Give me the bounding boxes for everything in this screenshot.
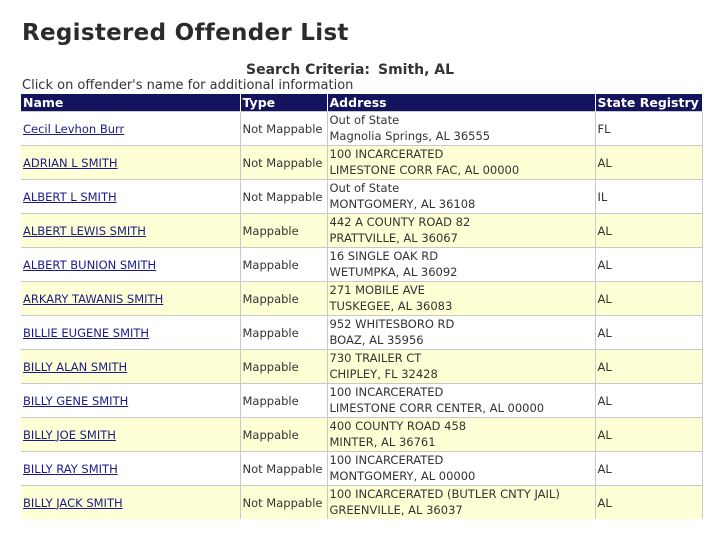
offender-name-cell	[21, 384, 240, 418]
offender-address	[327, 316, 595, 350]
table-row	[21, 180, 702, 214]
offender-name-cell	[21, 350, 240, 384]
offender-type: Not Mappable	[240, 452, 327, 486]
offender-name-cell	[21, 418, 240, 452]
offender-type: Mappable	[240, 316, 327, 350]
table-row	[21, 282, 702, 316]
offender-name-cell	[21, 180, 240, 214]
address-line-2: Magnolia Springs, AL 36555	[329, 129, 491, 143]
offender-address	[327, 112, 595, 146]
offender-name-cell	[21, 486, 240, 520]
table-row	[21, 112, 702, 146]
address-line-1: Out of State	[329, 113, 400, 127]
offender-name-cell	[21, 316, 240, 350]
state-registry: AL	[595, 248, 702, 282]
offender-type: Not Mappable	[240, 486, 327, 520]
offender-type: Not Mappable	[240, 112, 327, 146]
offender-name-link[interactable]: ADRIAN L SMITH	[23, 155, 118, 170]
offender-address	[327, 350, 595, 384]
address-line-1: 100 INCARCERATED	[329, 147, 444, 161]
address-line-1: 271 MOBILE AVE	[329, 283, 425, 297]
address-line-1: 16 SINGLE OAK RD	[329, 249, 439, 263]
address-line-2: CHIPLEY, FL 32428	[329, 367, 438, 381]
offender-type: Mappable	[240, 418, 327, 452]
offender-name-link[interactable]: BILLIE EUGENE SMITH	[23, 325, 150, 340]
table-row	[21, 248, 702, 282]
address-line-1: 100 INCARCERATED (BUTLER CNTY JAIL)	[329, 487, 560, 501]
table-row	[21, 316, 702, 350]
offender-name-cell	[21, 146, 240, 180]
page-title: Registered Offender List	[22, 20, 349, 46]
offender-type: Mappable	[240, 214, 327, 248]
offender-name-link[interactable]: BILLY ALAN SMITH	[23, 359, 128, 374]
search-criteria	[246, 62, 454, 78]
address-line-2: MONTGOMERY, AL 00000	[329, 469, 476, 483]
table-row	[21, 384, 702, 418]
offender-address	[327, 452, 595, 486]
instructions-text: Click on offender's name for additional information	[22, 78, 354, 93]
address-line-2: LIMESTONE CORR CENTER, AL 00000	[329, 401, 545, 415]
address-line-1: Out of State	[329, 181, 400, 195]
offender-address	[327, 282, 595, 316]
offender-address	[327, 248, 595, 282]
column-header-type: Type	[240, 94, 327, 112]
address-line-2: LIMESTONE CORR FAC, AL 00000	[329, 163, 520, 177]
offender-address	[327, 214, 595, 248]
offender-name-link[interactable]: BILLY GENE SMITH	[23, 393, 129, 408]
offender-address	[327, 146, 595, 180]
address-line-2: TUSKEGEE, AL 36083	[329, 299, 453, 313]
offender-type: Mappable	[240, 350, 327, 384]
address-line-1: 400 COUNTY ROAD 458	[329, 419, 467, 433]
offender-type: Mappable	[240, 282, 327, 316]
state-registry: AL	[595, 214, 702, 248]
column-header-state-registry: State Registry	[595, 94, 702, 112]
offender-type: Not Mappable	[240, 146, 327, 180]
address-line-1: 442 A COUNTY ROAD 82	[329, 215, 471, 229]
offender-name-cell	[21, 112, 240, 146]
table-row	[21, 452, 702, 486]
state-registry: AL	[595, 452, 702, 486]
state-registry: AL	[595, 486, 702, 520]
offender-address	[327, 180, 595, 214]
address-line-2: MINTER, AL 36761	[329, 435, 436, 449]
offender-address	[327, 486, 595, 520]
table-row	[21, 486, 702, 520]
offender-address	[327, 384, 595, 418]
table-row	[21, 146, 702, 180]
column-header-address: Address	[327, 94, 595, 112]
offender-type: Not Mappable	[240, 180, 327, 214]
offender-name-link[interactable]: ALBERT LEWIS SMITH	[23, 223, 146, 238]
state-registry: AL	[595, 418, 702, 452]
table-row	[21, 214, 702, 248]
state-registry: AL	[595, 282, 702, 316]
offender-name-link[interactable]: ARKARY TAWANIS SMITH	[23, 291, 164, 306]
offender-name-link[interactable]: Cecil Levhon Burr	[23, 121, 125, 136]
address-line-1: 100 INCARCERATED	[329, 453, 444, 467]
offender-table	[21, 94, 703, 519]
search-criteria-value: Smith, AL	[377, 62, 455, 78]
column-header-name: Name	[21, 94, 240, 112]
address-line-2: BOAZ, AL 35956	[329, 333, 424, 347]
state-registry: FL	[595, 112, 702, 146]
address-line-2: MONTGOMERY, AL 36108	[329, 197, 476, 211]
offender-name-link[interactable]: BILLY RAY SMITH	[23, 461, 118, 476]
state-registry: AL	[595, 384, 702, 418]
offender-name-cell	[21, 452, 240, 486]
table-header-row	[21, 94, 702, 112]
address-line-1: 100 INCARCERATED	[329, 385, 444, 399]
offender-name-link[interactable]: ALBERT BUNION SMITH	[23, 257, 157, 272]
offender-name-cell	[21, 248, 240, 282]
state-registry: IL	[595, 180, 702, 214]
table-row	[21, 418, 702, 452]
offender-name-cell	[21, 214, 240, 248]
address-line-2: WETUMPKA, AL 36092	[329, 265, 458, 279]
offender-name-link[interactable]: ALBERT L SMITH	[23, 189, 117, 204]
address-line-1: 952 WHITESBORO RD	[329, 317, 455, 331]
state-registry: AL	[595, 316, 702, 350]
state-registry: AL	[595, 350, 702, 384]
offender-type: Mappable	[240, 248, 327, 282]
search-criteria-label: Search Criteria:	[246, 62, 370, 78]
table-row	[21, 350, 702, 384]
address-line-2: PRATTVILLE, AL 36067	[329, 231, 458, 245]
offender-name-link[interactable]: BILLY JACK SMITH	[23, 495, 123, 510]
offender-type: Mappable	[240, 384, 327, 418]
address-line-2: GREENVILLE, AL 36037	[329, 503, 463, 517]
offender-address	[327, 418, 595, 452]
offender-name-cell	[21, 282, 240, 316]
state-registry: AL	[595, 146, 702, 180]
offender-name-link[interactable]: BILLY JOE SMITH	[23, 427, 116, 442]
address-line-1: 730 TRAILER CT	[329, 351, 422, 365]
